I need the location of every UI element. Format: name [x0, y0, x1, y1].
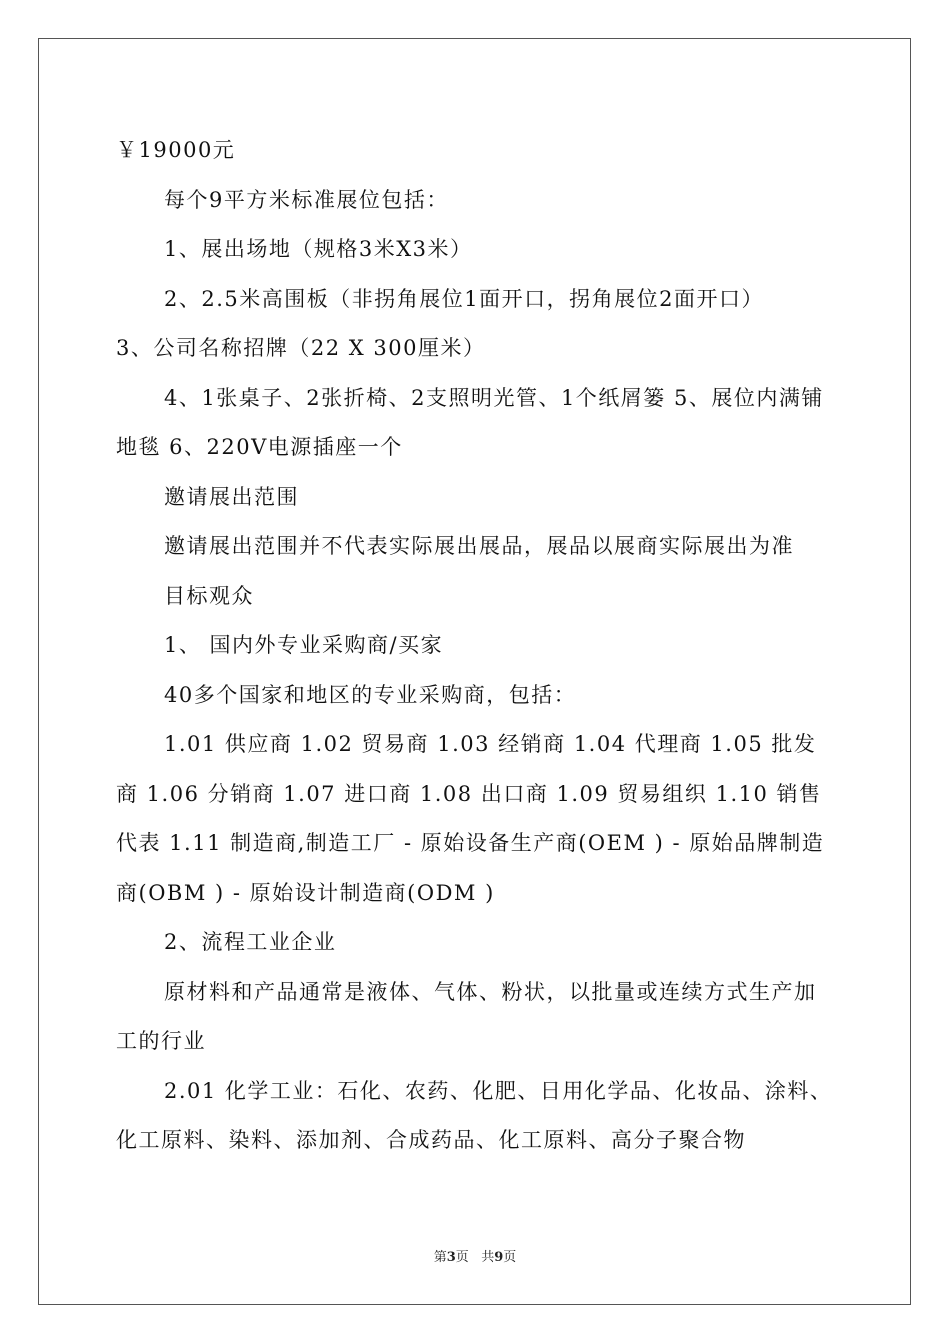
heading-target-audience: 目标观众: [164, 583, 254, 608]
paragraph-buyers-count: 40多个国家和地区的专业采购商，包括：: [164, 682, 577, 707]
footer-page-number: 3: [446, 1250, 456, 1265]
footer-total-pages: 9: [494, 1250, 504, 1265]
footer-total-suffix: 页: [503, 1250, 517, 1265]
paragraph-process-industry: 原材料和产品通常是液体、气体、粉状，以批量或连续方式生产加工的行业: [116, 979, 817, 1053]
paragraph-audience-2: 2、流程工业企业: [164, 930, 337, 954]
paragraph-exhibit-scope-note: 邀请展出范围并不代表实际展出展品，展品以展商实际展出为准: [164, 534, 794, 558]
paragraph-item-1: 1、展出场地（规格3米X3米）: [164, 237, 473, 261]
heading-exhibit-scope: 邀请展出范围: [164, 484, 299, 509]
paragraph-item-2: 2、2.5米高围板（非拐角展位1面开口，拐角展位2面开口）: [164, 286, 764, 311]
document-body: [116, 126, 836, 1166]
footer-total-prefix: 共: [481, 1250, 495, 1265]
paragraph-booth-includes: 每个9平方米标准展位包括：: [164, 187, 449, 212]
paragraph-item-4-6: 4、1张桌子、2张折椅、2支照明光管、1个纸屑篓 5、展位内满铺地毯 6、220V电源插座一个: [116, 385, 824, 459]
footer-prefix: 第: [433, 1250, 447, 1265]
paragraph-audience-1: 1、 国内外专业采购商/买家: [164, 633, 444, 657]
paragraph-buyer-types: 1.01 供应商 1.02 贸易商 1.03 经销商 1.04 代理商 1.05 批发商 1.06 分销商 1.07 进口商 1.08 出口商 1.09 贸易组织 1.10 销售代表 1.11 制造商,制造工厂 - 原始设备生产商(OEM ) - 原始品牌制造商(OBM ) - 原始设计制造商(ODM ): [116, 732, 825, 905]
page-footer: [0, 1246, 950, 1265]
footer-page-suffix: 页: [455, 1250, 469, 1265]
paragraph-chemical-industry: 2.01 化学工业：石化、农药、化肥、日用化学品、化妆品、涂料、化工原料、染料、添加剂、合成药品、化工原料、高分子聚合物: [116, 1078, 833, 1152]
paragraph-item-3: 3、公司名称招牌（22 X 300厘米）: [116, 336, 486, 360]
paragraph-price: ￥19000元: [116, 138, 236, 162]
